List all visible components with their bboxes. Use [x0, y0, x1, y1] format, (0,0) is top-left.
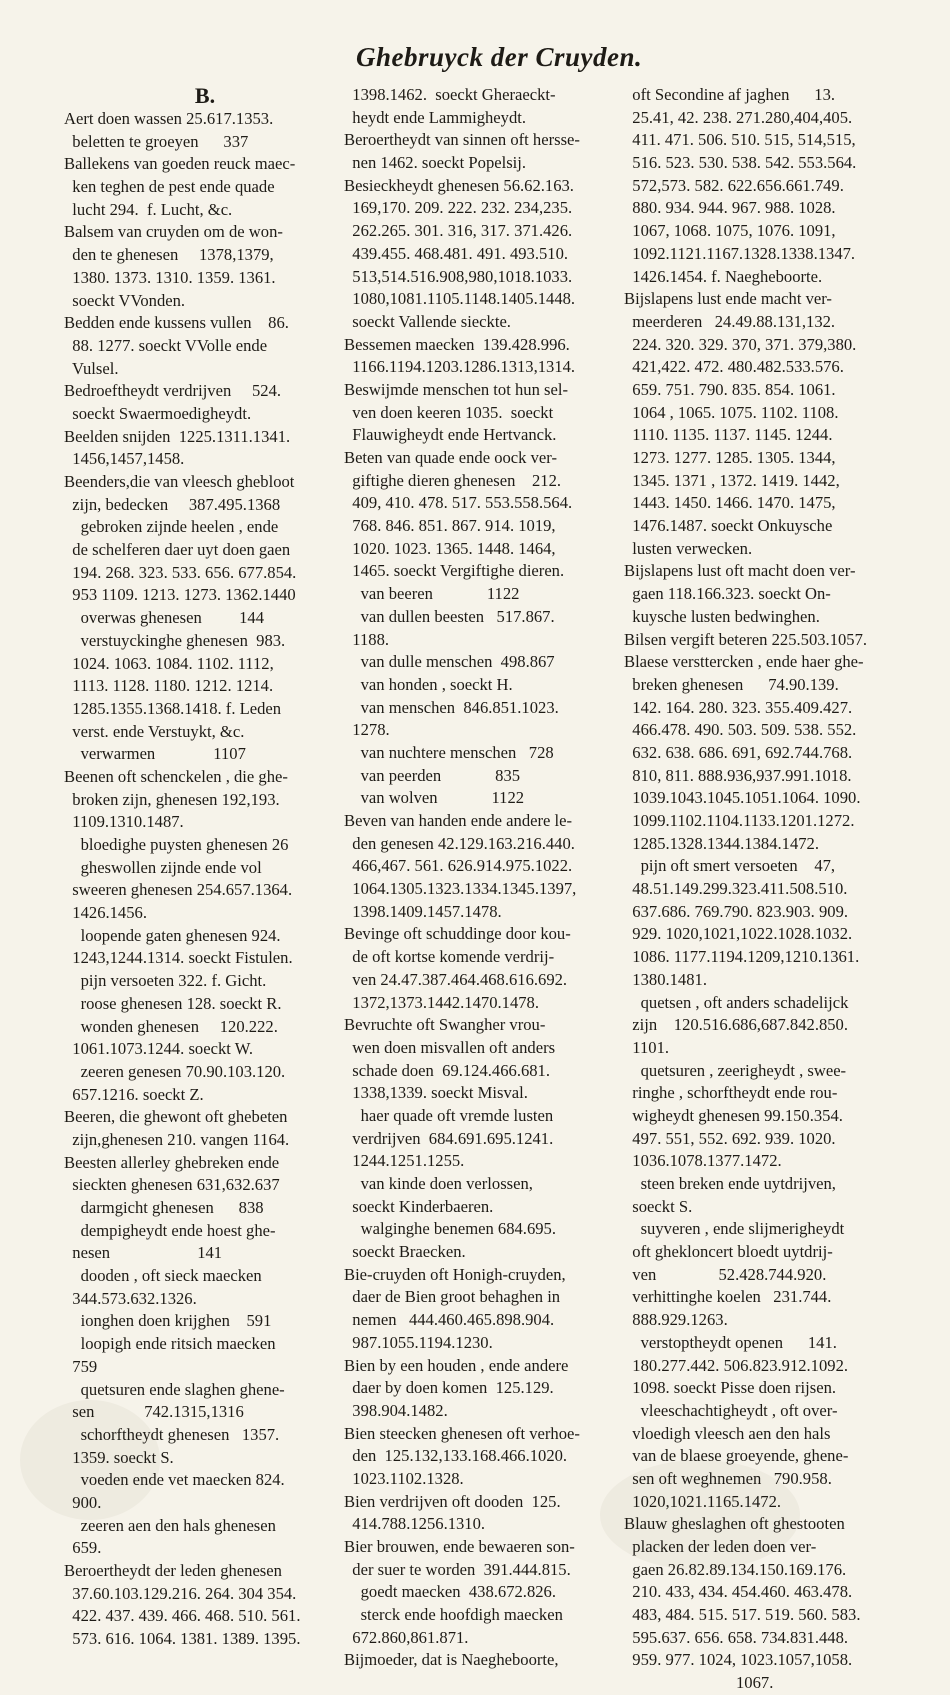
index-line: zijn, bedecken 387.495.1368: [64, 494, 281, 514]
index-line: van honden , soeckt H.: [344, 674, 513, 694]
index-line: 1036.1078.1377.1472.: [624, 1151, 782, 1171]
index-line: Beven van handen ende andere le-: [344, 811, 573, 830]
index-line: goedt maecken 438.672.826.: [344, 1582, 556, 1602]
index-line: 1372,1373.1442.1470.1478.: [344, 992, 539, 1012]
index-line: gaen 118.166.323. soeckt On-: [624, 584, 831, 604]
index-line: sterck ende hoofdigh maecken: [344, 1605, 563, 1625]
index-line: 953 1109. 1213. 1273. 1362.1440: [64, 585, 296, 605]
index-line: der suer te worden 391.444.815.: [344, 1559, 571, 1579]
index-line: 1465. soeckt Vergiftighe dieren.: [344, 561, 565, 581]
index-line: 224. 320. 329. 370, 371. 379,380.: [624, 334, 857, 354]
index-line: loopigh ende ritsich maecken: [64, 1334, 276, 1354]
index-line: Bijslapens lust oft macht doen ver-: [624, 561, 856, 581]
index-line: 1024. 1063. 1084. 1102. 1112,: [64, 653, 274, 673]
index-line: sweeren ghenesen 254.657.1364.: [64, 880, 293, 900]
index-line: 1109.1310.1487.: [64, 812, 184, 832]
index-line: 1067, 1068. 1075, 1076. 1091,: [624, 221, 836, 241]
index-line: van beeren 1122: [344, 584, 520, 604]
index-line: 262.265. 301. 316, 317. 371.426.: [344, 221, 573, 241]
index-line: 194. 268. 323. 533. 656. 677.854.: [64, 562, 297, 582]
index-line: 1476.1487. soeckt Onkuysche: [624, 516, 833, 536]
index-line: wigheydt ghenesen 99.150.354.: [624, 1105, 843, 1125]
index-line: van peerden 835: [344, 765, 521, 785]
index-line: Blauw gheslaghen oft ghestooten: [624, 1514, 845, 1534]
index-line: bloedighe puysten ghenesen 26: [64, 835, 289, 854]
index-line: Bier brouwen, ende bewaeren son-: [344, 1537, 575, 1556]
index-line: Bijmoeder, dat is Naegheboorte,: [344, 1650, 559, 1670]
index-line: 900.: [64, 1492, 102, 1512]
index-line: Besieckheydt ghenesen 56.62.163.: [344, 175, 574, 195]
index-line: sen 742.1315,1316: [64, 1402, 244, 1422]
index-line: 1023.1102.1328.: [344, 1468, 464, 1488]
index-line: 344.573.632.1326.: [64, 1288, 197, 1308]
index-line: Bessemen maecken 139.428.996.: [344, 334, 570, 354]
index-line: van de blaese groeyende, ghene-: [624, 1446, 849, 1466]
index-line: 1338,1339. soeckt Misval.: [344, 1083, 528, 1103]
index-line: 659.: [64, 1538, 102, 1558]
index-line: 1278.: [344, 720, 390, 740]
index-line: 513,514.516.908,980,1018.1033.: [344, 266, 573, 286]
index-line: ken teghen de pest ende quade: [64, 177, 275, 197]
index-line: dooden , oft sieck maecken: [64, 1266, 262, 1286]
index-line: 1064 , 1065. 1075. 1102. 1108.: [624, 402, 839, 422]
index-line: 1443. 1450. 1466. 1470. 1475,: [624, 493, 836, 513]
index-line: Bevruchte oft Swangher vrou-: [344, 1015, 546, 1035]
index-line: verstoptheydt openen 141.: [624, 1332, 837, 1352]
index-line: Bedroeftheydt verdrijven 524.: [64, 381, 282, 401]
index-column-3: [624, 84, 889, 1695]
index-line: quetsen , oft anders schadelijck: [624, 992, 849, 1012]
index-line: 1067.: [624, 1673, 774, 1693]
index-line: van dulle menschen 498.867: [344, 652, 555, 672]
index-line: 1039.1043.1045.1051.1064. 1090.: [624, 788, 861, 808]
index-line: 1398.1409.1457.1478.: [344, 901, 502, 921]
index-line: Bie-cruyden oft Honigh-cruyden,: [344, 1264, 566, 1284]
index-line: 1398.1462. soeckt Gheraeckt-: [344, 85, 556, 104]
index-line: meerderen 24.49.88.131,132.: [624, 311, 836, 331]
index-line: soeckt Braecken.: [344, 1242, 466, 1262]
index-line: ven doen keeren 1035. soeckt: [344, 402, 554, 422]
index-line: 1380.1481.: [624, 969, 707, 989]
index-line: de oft kortse komende verdrij-: [344, 947, 555, 967]
index-line: zeeren aen den hals ghenesen: [64, 1515, 276, 1535]
index-line: van menschen 846.851.1023.: [344, 697, 559, 717]
index-line: 1020,1021.1165.1472.: [624, 1491, 782, 1511]
index-line: roose ghenesen 128. soeckt R.: [64, 993, 282, 1013]
column-lines: [344, 84, 607, 1672]
index-line: nemen 444.460.465.898.904.: [344, 1310, 555, 1330]
index-line: 210. 433, 434. 454.460. 463.478.: [624, 1582, 853, 1602]
index-line: breken ghenesen 74.90.139.: [624, 674, 839, 694]
index-line: overwas ghenesen 144: [64, 608, 265, 628]
index-line: 1285.1328.1344.1384.1472.: [624, 833, 819, 853]
index-line: 25.41, 42. 238. 271.280,404,405.: [624, 107, 853, 127]
index-line: loopende gaten ghenesen 924.: [64, 925, 281, 945]
index-line: Beroertheydt van sinnen oft hersse-: [344, 130, 580, 150]
index-line: 810, 811. 888.936,937.991.1018.: [624, 765, 852, 785]
index-line: schorftheydt ghenesen 1357.: [64, 1424, 280, 1444]
index-line: 1166.1194.1203.1286.1313,1314.: [344, 357, 576, 377]
index-line: Bien steecken ghenesen oft verhoe-: [344, 1423, 580, 1443]
index-line: oft ghekloncert bloedt uytdrij-: [624, 1242, 833, 1262]
index-line: Aert doen wassen 25.617.1353.: [64, 109, 274, 128]
index-line: 632. 638. 686. 691, 692.744.768.: [624, 742, 853, 762]
index-line: 516. 523. 530. 538. 542. 553.564.: [624, 153, 857, 173]
index-line: Bilsen vergift beteren 225.503.1057.: [624, 629, 868, 649]
index-line: vloedigh vleesch aen den hals: [624, 1423, 831, 1443]
index-line: heydt ende Lammigheydt.: [344, 107, 527, 127]
index-line: 929. 1020,1021,1022.1028.1032.: [624, 924, 853, 944]
index-line: giftighe dieren ghenesen 212.: [344, 470, 562, 490]
index-line: ringhe , schorftheydt ende rou-: [624, 1083, 838, 1103]
index-line: Vulsel.: [64, 358, 119, 378]
index-line: 759: [64, 1356, 98, 1376]
index-column-1: [64, 84, 326, 1651]
index-line: sieckten ghenesen 631,632.637: [64, 1175, 280, 1195]
index-line: verstuyckinghe ghenesen 983.: [64, 630, 286, 650]
index-line: Flauwigheydt ende Hertvanck.: [344, 425, 557, 445]
section-letter: B.: [194, 83, 216, 108]
index-line: 657.1216. soeckt Z.: [64, 1084, 204, 1104]
index-line: Beswijmde menschen tot hun sel-: [344, 379, 568, 399]
index-line: Bien verdrijven oft dooden 125.: [344, 1491, 561, 1511]
index-line: sen oft weghnemen 790.958.: [624, 1468, 832, 1488]
index-line: pijn oft smert versoeten 47,: [624, 856, 836, 876]
index-line: pijn versoeten 322. f. Gicht.: [64, 971, 267, 991]
index-line: Bijslapens lust ende macht ver-: [624, 289, 832, 309]
index-line: 1244.1251.1255.: [344, 1151, 465, 1171]
index-line: soeckt Vallende sieckte.: [344, 311, 511, 331]
index-line: Beeren, die ghewont oft ghebeten: [64, 1107, 288, 1127]
index-line: 987.1055.1194.1230.: [344, 1332, 493, 1352]
index-line: 1359. soeckt S.: [64, 1447, 174, 1467]
index-line: soeckt Swaermoedigheydt.: [64, 403, 252, 423]
index-line: 595.637. 656. 658. 734.831.448.: [624, 1627, 849, 1647]
index-line: 466,467. 561. 626.914.975.1022.: [344, 856, 573, 876]
index-line: 411. 471. 506. 510. 515, 514,515,: [624, 130, 856, 150]
index-line: 1086. 1177.1194.1209,1210.1361.: [624, 947, 860, 967]
index-line: 1061.1073.1244. soeckt W.: [64, 1039, 253, 1059]
index-line: voeden ende vet maecken 824.: [64, 1470, 285, 1490]
index-line: Beenders,die van vleesch ghebloot: [64, 472, 295, 491]
index-line: 1273. 1277. 1285. 1305. 1344,: [624, 448, 836, 467]
index-line: kuysche lusten bedwinghen.: [624, 606, 820, 626]
index-line: quetsuren , zeerigheydt , swee-: [624, 1060, 847, 1080]
index-line: quetsuren ende slaghen ghene-: [64, 1379, 285, 1399]
index-line: 1456,1457,1458.: [64, 449, 185, 469]
index-line: 572,573. 582. 622.656.661.749.: [624, 175, 844, 195]
index-line: 573. 616. 1064. 1381. 1389. 1395.: [64, 1629, 301, 1649]
index-line: wonden ghenesen 120.222.: [64, 1016, 278, 1036]
index-line: 1285.1355.1368.1418. f. Leden: [64, 698, 282, 718]
index-line: wen doen misvallen oft anders: [344, 1037, 556, 1057]
index-line: Beroertheydt der leden ghenesen: [64, 1561, 282, 1580]
index-line: beletten te groeyen 337: [64, 131, 249, 151]
index-line: verhittinghe koelen 231.744.: [624, 1287, 832, 1307]
index-line: Beten van quade ende oock ver-: [344, 448, 557, 467]
index-line: vleeschachtigheydt , oft over-: [624, 1400, 838, 1420]
index-line: 414.788.1256.1310.: [344, 1514, 486, 1534]
index-line: dempigheydt ende hoest ghe-: [64, 1220, 276, 1240]
index-line: Bedden ende kussens vullen 86.: [64, 313, 289, 333]
index-line: 88. 1277. soeckt VVolle ende: [64, 335, 268, 355]
index-line: oft Secondine af jaghen 13.: [624, 85, 836, 104]
index-line: 466.478. 490. 503. 509. 538. 552.: [624, 720, 857, 740]
index-line: haer quade oft vremde lusten: [344, 1105, 554, 1125]
index-line: walginghe benemen 684.695.: [344, 1219, 556, 1239]
index-line: 659. 751. 790. 835. 854. 1061.: [624, 379, 836, 399]
index-line: Beelden snijden 1225.1311.1341.: [64, 426, 291, 446]
index-line: broken zijn, ghenesen 192,193.: [64, 789, 280, 809]
index-line: soeckt Kinderbaeren.: [344, 1196, 494, 1216]
index-line: zijn,ghenesen 210. vangen 1164.: [64, 1129, 290, 1149]
index-line: van kinde doen verlossen,: [344, 1174, 533, 1193]
index-line: 497. 551, 552. 692. 939. 1020.: [624, 1128, 836, 1148]
index-line: 768. 846. 851. 867. 914. 1019,: [344, 516, 556, 536]
index-line: 1380. 1373. 1310. 1359. 1361.: [64, 267, 276, 287]
index-line: nen 1462. soeckt Popelsij.: [344, 153, 527, 173]
index-line: lucht 294. f. Lucht, &c.: [64, 199, 233, 219]
index-line: verst. ende Verstuykt, &c.: [64, 721, 245, 741]
index-line: 1064.1305.1323.1334.1345.1397,: [344, 879, 577, 899]
index-line: Beesten allerley ghebreken ende: [64, 1152, 280, 1172]
index-line: ven 52.428.744.920.: [624, 1264, 827, 1284]
index-line: 888.929.1263.: [624, 1310, 728, 1330]
index-line: Balsem van cruyden om de won-: [64, 222, 283, 242]
index-line: gebroken zijnde heelen , ende: [64, 517, 279, 537]
index-line: Ballekens van goeden reuck maec-: [64, 154, 296, 174]
column-lines: [64, 108, 326, 1651]
index-line: soeckt S.: [624, 1196, 693, 1216]
index-line: daer de Bien groot behaghen in: [344, 1287, 561, 1307]
index-line: ven 24.47.387.464.468.616.692.: [344, 969, 568, 989]
index-line: darmgicht ghenesen 838: [64, 1198, 264, 1217]
index-line: 180.277.442. 506.823.912.1092.: [624, 1355, 849, 1375]
index-line: 1110. 1135. 1137. 1145. 1244.: [624, 425, 833, 445]
index-line: gheswollen zijnde ende vol: [64, 857, 262, 877]
index-line: 1101.: [624, 1037, 670, 1057]
index-line: placken der leden doen ver-: [624, 1537, 817, 1556]
index-line: schade doen 69.124.466.681.: [344, 1060, 551, 1080]
index-line: 959. 977. 1024, 1023.1057,1058.: [624, 1650, 853, 1670]
index-line: 1243,1244.1314. soeckt Fistulen.: [64, 948, 293, 968]
index-line: 421,422. 472. 480.482.533.576.: [624, 357, 844, 377]
index-line: 169,170. 209. 222. 232. 234,235.: [344, 198, 573, 218]
index-line: 439.455. 468.481. 491. 493.510.: [344, 243, 569, 263]
index-line: den te ghenesen 1378,1379,: [64, 245, 274, 265]
index-line: zijn 120.516.686,687.842.850.: [624, 1015, 849, 1035]
index-line: 422. 437. 439. 466. 468. 510. 561.: [64, 1606, 301, 1626]
index-line: 1020. 1023. 1365. 1448. 1464,: [344, 538, 556, 558]
index-line: 398.904.1482.: [344, 1400, 448, 1420]
running-head: Ghebruyck der Cruyden.: [356, 42, 643, 72]
index-line: 1113. 1128. 1180. 1212. 1214.: [64, 676, 274, 696]
index-line: nesen 141: [64, 1243, 223, 1263]
index-line: Blaese versttercken , ende haer ghe-: [624, 652, 864, 672]
index-line: de schelferen daer uyt doen gaen: [64, 540, 291, 560]
index-line: suyveren , ende slijmerigheydt: [624, 1219, 845, 1239]
index-line: 880. 934. 944. 967. 988. 1028.: [624, 198, 836, 218]
index-line: van wolven 1122: [344, 788, 525, 808]
index-line: van nuchtere menschen 728: [344, 742, 554, 762]
index-line: van dullen beesten 517.867.: [344, 606, 555, 626]
index-line: lusten verwecken.: [624, 538, 753, 558]
index-line: steen breken ende uytdrijven,: [624, 1174, 836, 1193]
index-column-2: [344, 84, 607, 1672]
index-line: 37.60.103.129.216. 264. 304 354.: [64, 1583, 297, 1603]
index-line: 672.860,861.871.: [344, 1627, 469, 1647]
index-line: 637.686. 769.790. 823.903. 909.: [624, 901, 849, 921]
index-line: den genesen 42.129.163.216.440.: [344, 833, 575, 853]
index-line: 1426.1456.: [64, 903, 147, 923]
index-line: verwarmen 1107: [64, 744, 246, 764]
index-line: ionghen doen krijghen 591: [64, 1311, 272, 1331]
index-line: zeeren genesen 70.90.103.120.: [64, 1061, 286, 1081]
index-line: verdrijven 684.691.695.1241.: [344, 1128, 554, 1148]
index-line: soeckt VVonden.: [64, 290, 186, 310]
index-line: 1099.1102.1104.1133.1201.1272.: [624, 811, 855, 830]
index-line: 142. 164. 280. 323. 355.409.427.: [624, 697, 853, 717]
index-line: 1345. 1371 , 1372. 1419. 1442,: [624, 470, 840, 490]
index-line: 48.51.149.299.323.411.508.510.: [624, 879, 848, 899]
index-line: Bien by een houden , ende andere: [344, 1355, 569, 1375]
index-line: 1092.1121.1167.1328.1338.1347.: [624, 243, 856, 263]
index-line: daer by doen komen 125.129.: [344, 1378, 554, 1398]
index-line: gaen 26.82.89.134.150.169.176.: [624, 1559, 847, 1579]
column-lines: [624, 84, 889, 1695]
index-line: 1188.: [344, 629, 390, 649]
index-line: Bevinge oft schuddinge door kou-: [344, 924, 571, 944]
index-line: 1098. soeckt Pisse doen rijsen.: [624, 1378, 837, 1398]
index-line: den 125.132,133.168.466.1020.: [344, 1446, 568, 1466]
index-line: 483, 484. 515. 517. 519. 560. 583.: [624, 1605, 861, 1625]
index-line: Beenen oft schenckelen , die ghe-: [64, 766, 288, 786]
index-line: 1080,1081.1105.1148.1405.1448.: [344, 289, 576, 309]
index-line: 1426.1454. f. Naegheboorte.: [624, 266, 823, 286]
index-line: 409, 410. 478. 517. 553.558.564.: [344, 493, 573, 513]
